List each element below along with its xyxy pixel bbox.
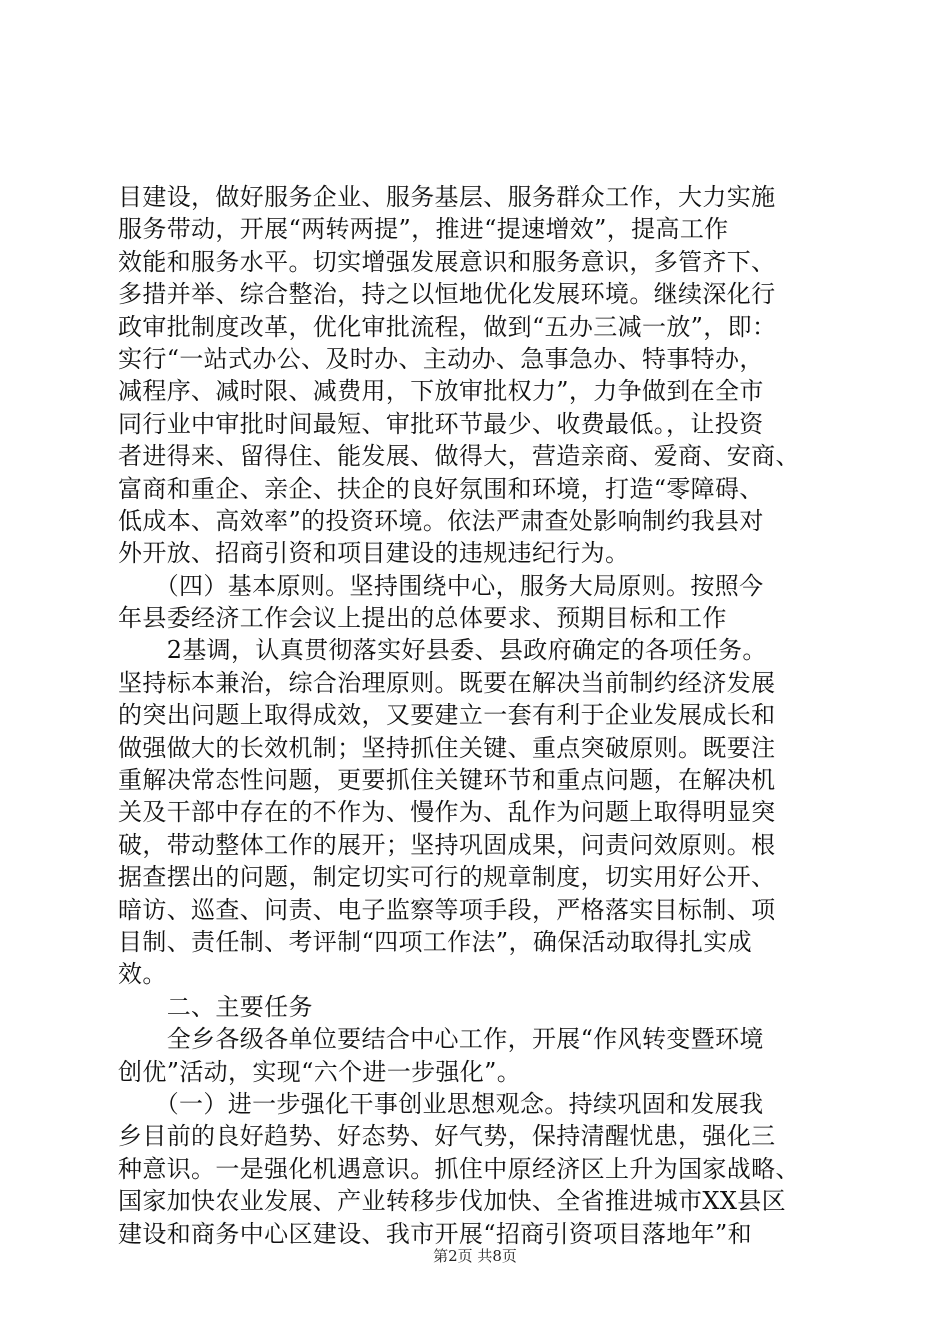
text-line: 建设和商务中心区建设、我市开展“招商引资项目落地年”和: [118, 1219, 752, 1248]
text-line: 效。: [118, 960, 167, 989]
text-line: 暗访、巡查、问责、电子监察等项手段，严格落实目标制、项: [118, 895, 776, 924]
text-line: 年县委经济工作会议上提出的总体要求、预期目标和工作: [118, 604, 727, 633]
text-line: 乡目前的良好趋势、好态势、好气势，保持清醒忧患，强化三: [118, 1122, 776, 1151]
text-line: 外开放、招商引资和项目建设的违规违纪行为。: [118, 539, 630, 568]
text-line: 关及干部中存在的不作为、慢作为、乱作为问题上取得明显突: [118, 798, 776, 827]
text-line: 目制、责任制、考评制“四项工作法”，确保活动取得扎实成: [118, 927, 752, 956]
text-line: 效能和服务水平。切实增强发展意识和服务意识，多管齐下、: [118, 247, 776, 276]
text-line: 服务带动，开展“两转两提”，推进“提速增效”，提高工作: [118, 215, 729, 244]
text-line: 破，带动整体工作的展开；坚持巩固成果，问责问效原则。根: [118, 830, 776, 859]
text-line: 政审批制度改革，优化审批流程，做到“五办三减一放”，即：: [118, 312, 777, 341]
text-line: 创优”活动，实现“六个进一步强化”。: [118, 1057, 522, 1086]
text-line: 国家加快农业发展、产业转移步伐加快、全省推进城市XX县区: [118, 1187, 786, 1216]
text-line: 据查摆出的问题，制定切实可行的规章制度，切实用好公开、: [118, 863, 776, 892]
text-line: 坚持标本兼治，综合治理原则。既要在解决当前制约经济发展: [118, 668, 776, 697]
text-line: 多措并举、综合整治，持之以恒地优化发展环境。继续深化行: [118, 280, 776, 309]
text-line: 做强做大的长效机制；坚持抓住关键、重点突破原则。既要注: [118, 733, 776, 762]
text-line: 重解决常态性问题，更要抓住关键环节和重点问题，在解决机: [118, 766, 776, 795]
text-line: 低成本、高效率”的投资环境。依法严肃查处影响制约我县对: [118, 506, 764, 535]
text-line: 的突出问题上取得成效，又要建立一套有利于企业发展成长和: [118, 701, 776, 730]
text-line: （一）进一步强化干事创业思想观念。持续巩固和发展我: [118, 1089, 764, 1118]
text-line: 二、主要任务: [118, 992, 313, 1021]
text-line: 实行“一站式办公、及时办、主动办、急事急办、特事特办，: [118, 344, 764, 373]
text-line: 者进得来、留得住、能发展、做得大，营造亲商、爱商、安商、: [118, 442, 800, 471]
text-line: 同行业中审批时间最短、审批环节最少、收费最低。，让投资: [118, 409, 764, 438]
body-text: [118, 181, 838, 1250]
text-line: 富商和重企、亲企、扶企的良好氛围和环境，打造“零障碍、: [118, 474, 764, 503]
text-line: 目建设，做好服务企业、服务基层、服务群众工作，大力实施: [118, 183, 776, 211]
text-line: 全乡各级各单位要结合中心工作，开展“作风转变暨环境: [118, 1025, 764, 1054]
page-footer: 第2页 共8页: [433, 1247, 517, 1265]
text-line: 减程序、减时限、减费用，下放审批权力”，力争做到在全市: [118, 377, 764, 406]
text-line: 2基调，认真贯彻落实好县委、县政府确定的各项任务。: [118, 636, 767, 665]
text-line: （四）基本原则。坚持围绕中心，服务大局原则。按照今: [118, 571, 764, 600]
text-line: 种意识。一是强化机遇意识。抓住中原经济区上升为国家战略、: [118, 1154, 800, 1183]
